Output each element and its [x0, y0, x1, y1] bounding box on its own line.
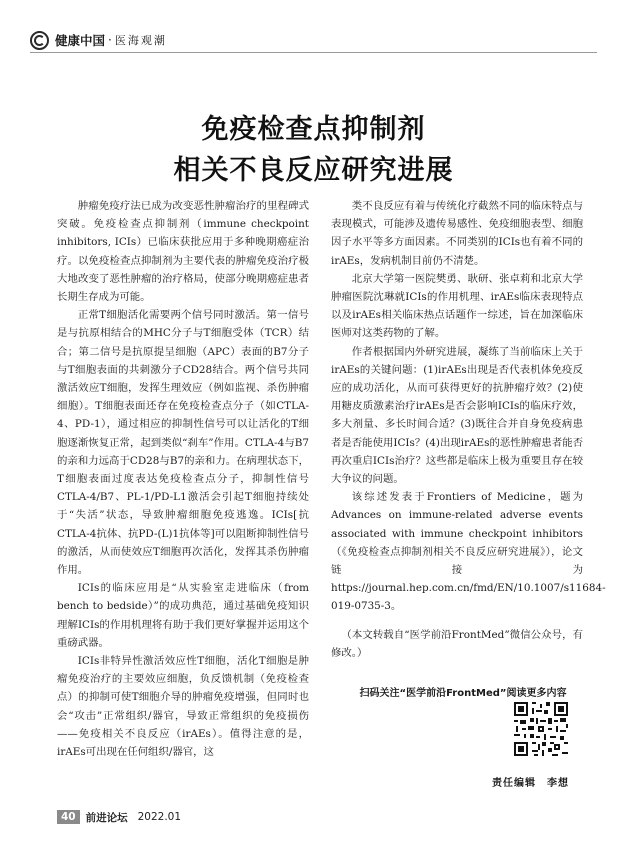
header-rule	[30, 52, 597, 53]
qr-code-icon[interactable]	[512, 700, 570, 758]
paragraph: ICIs的临床应用是“从实验室走进临床（from bench to bedside）”的成功典范，通过基础免疫知识理解ICIs的作用机理将有助于我们更好掌握并运用这个重磅武器。	[57, 582, 309, 649]
page-footer	[57, 808, 181, 826]
body-column-right	[331, 197, 606, 662]
column-logo-icon	[30, 31, 49, 50]
page-header	[30, 29, 167, 51]
column-name: 健康中国	[55, 33, 106, 48]
paragraph: 肿瘤免疫疗法已成为改变恶性肿瘤治疗的里程碑式突破。免疫检查点抑制剂（immune checkpoint inhibitors, ICIs）已临床获批应用于多种晚期癌症治疗。以免疫检查点抑制剂为主要代表的肿瘤免疫治疗极大地改变了恶性肿瘤的治疗格局，使部分晚期癌症患者长期生存成为可能。	[57, 200, 309, 304]
paragraph: ICIs非特异性激活效应性T细胞，活化T细胞是肿瘤免疫治疗的主要效应细胞，负反馈机制（免疫检查点）的抑制可使T细胞介导的肿瘤免疫增强，但同时也会“攻击”正常组织/器官，导致正常组织的免疫损伤——免疫相关不良反应（irAEs）。值得注意的是，irAEs可出现在任何组织/器官，这	[57, 655, 309, 759]
paragraph: 正常T细胞活化需要两个信号同时激活。第一信号是与抗原相结合的MHC分子与T细胞受体（TCR）结合；第二信号是抗原提呈细胞（APC）表面的B7分子与T细胞表面的共刺激分子CD28结合。两个信号共同激活效应T细胞，发挥生理效应（例如监视、杀伤肿瘤细胞）。T细胞表面还存在免疫检查点分子（如CTLA-4、PD-1），通过相应的抑制性信号可以让活化的T细胞逐渐恢复正常，起到类似“刹车”作用。CTLA-4与B7的亲和力远高于CD28与B7的亲和力。在病理状态下，T细胞表面过度表达免疫检查点分子，抑制性信号CTLA-4/B7、PL-1/PD-L1激活会引起T细胞持续处于“失活”状态，导致肿瘤细胞免疫逃逸。ICIs[抗CTLA-4抗体、抗PD-(L)1抗体等]可以阻断抑制性信号的激活，从而使效应T细胞再次活化，发挥其杀伤肿瘤作用。	[57, 309, 309, 577]
section-name: 医海观潮	[114, 34, 167, 47]
responsible-editor: 责任编辑 李想	[492, 778, 569, 789]
article-title-line-2: 相关不良反应研究进展	[173, 155, 454, 186]
paragraph: 类不良反应有着与传统化疗截然不同的临床特点与表现模式，可能涉及遗传易感性、免疫细胞表型、细胞因子水平等多方面因素。不同类别的ICIs也有着不同的irAEs，发病机制目前仍不清楚。	[331, 200, 583, 267]
issue-number: 2022.01	[137, 811, 182, 823]
page-number: 40	[57, 810, 80, 824]
article-title-line-1: 免疫检查点抑制剂	[201, 114, 426, 145]
reprint-note: （本文转载自“医学前沿FrontMed”微信公众号，有修改。）	[331, 628, 583, 659]
qr-caption: 扫码关注“医学前沿FrontMed”阅读更多内容	[359, 688, 567, 699]
header-separator: ·	[108, 33, 112, 47]
paragraph: 作者根据国内外研究进展，凝练了当前临床上关于irAEs的关键问题：(1)irAEs出现是否代表机体免疫反应的成功活化，从而可获得更好的抗肿瘤疗效？(2)使用糖皮质激素治疗irAEs是否会影响ICIs的临床疗效，多大剂量、多长时间合适？(3)既往合并自身免疫病患者是否能使用ICIs？(4)出现irAEs的恶性肿瘤患者能否再次重启ICIs治疗？这些都是临床上极为重要且存在较大争议的问题。	[331, 345, 583, 486]
paragraph: 北京大学第一医院樊勇、耿研、张卓莉和北京大学肿瘤医院沈琳就ICIs的作用机理、irAEs临床表现特点以及irAEs相关临床热点话题作一综述，旨在加深临床医师对这类药物的了解。	[331, 272, 583, 340]
body-column-left	[57, 197, 309, 761]
journal-name: 前进论坛	[85, 811, 128, 824]
paragraph: 该综述发表于Frontiers of Medicine，题为Advances on immune-related adverse events associated with immune checkpoint inhibitors（《免疫检查点抑制剂相关不良反应研究进展》），论文链接为https://journal.hep.com.cn/fmd/EN/10.1007/s11684-019-0735-3。	[331, 491, 606, 613]
